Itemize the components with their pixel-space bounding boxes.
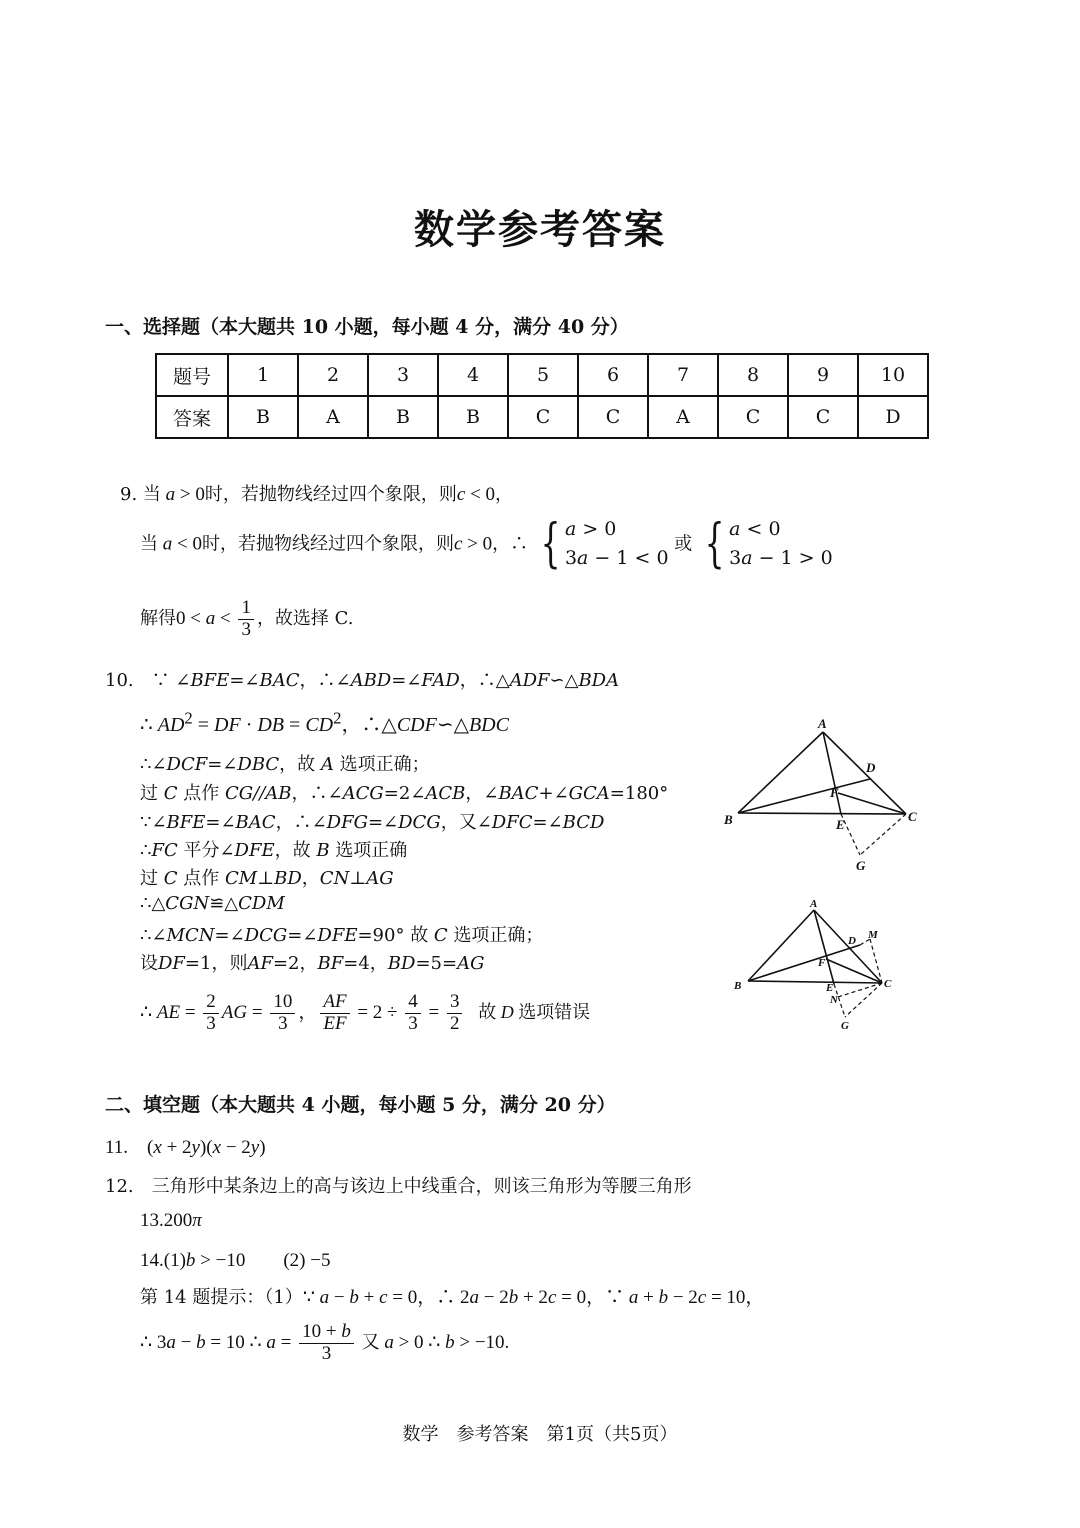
vertex-label: A [810,898,818,910]
table-cell: 2 [298,354,368,396]
vertex-label: G [841,1020,849,1032]
table-cell: 3 [368,354,438,396]
table-cell: B [228,396,298,438]
vertex-label: B [734,980,742,992]
table-cell: A [648,396,718,438]
vertex-label: F [818,957,826,969]
table-cell: 6 [578,354,648,396]
q10-line-4: 过 C 点作 CG//AB，∴∠ACG=2∠ACB，∠BAC+∠GCA=180° [140,783,669,804]
answer-table [155,353,929,439]
q12-answer: 12. 三角形中某条边上的高与该边上中线重合，则该三角形为等腰三角形 [105,1176,692,1197]
q14-hint-line-2: ∴ 3a − b = 10 ∴ a = $\frac{10 + b}{3}$ 又 a > 0 ∴ b > −10. [140,1321,510,1364]
table-cell: 8 [718,354,788,396]
q11-answer: 11. (x + 2y)(x − 2y) [105,1137,266,1158]
vertex-label: N [830,994,838,1006]
q14-hint-line-1: 第 14 题提示：（1）∵ a − b + c = 0，∴ 2a − 2b + 2c = 0，∵ a + b − 2c = 10， [140,1287,765,1308]
table-header-cell: 题号 [156,354,228,396]
vertex-label: B [724,812,733,827]
vertex-label: E [836,817,845,832]
table-cell: 1 [228,354,298,396]
vertex-label: M [868,929,878,941]
q10-line-5: ∵∠BFE=∠BAC，∴∠DFG=∠DCG，又∠DFC=∠BCD [140,812,605,833]
table-cell: C [788,396,858,438]
table-cell: D [858,396,928,438]
section-2-heading: 二、填空题（本大题共 4 小题，每小题 5 分，满分 20 分） [105,1094,616,1116]
geometry-figure-2 [720,895,930,1035]
q9-line-3: 解得0 < a < $\frac{1}{3}$ ，故选择 C. [140,597,354,640]
table-cell: C [508,396,578,438]
q9-line-1: 9. 当 a > 0时，若抛物线经过四个象限，则c < 0， [120,484,514,505]
table-cell: 7 [648,354,718,396]
table-cell: B [368,396,438,438]
table-cell: 9 [788,354,858,396]
table-cell: 4 [438,354,508,396]
table-row [156,354,928,396]
vertex-label: A [818,716,827,731]
q10-line-11: ∴ AE = $\frac{2}{3}$ AG = $\frac{10}{3}$ ， $\frac{AF}{EF}$ = 2 ÷ $\frac{4}{3}$ = $\frac{3}{2}$ 故 D 选项错误 [140,991,591,1034]
q10-line-8: ∴△CGN≌△CDM [140,893,285,914]
table-cell: A [298,396,368,438]
q10-line-6: ∴FC 平分∠DFE，故 B 选项正确 [140,840,408,861]
q13-answer: 13.200π [140,1210,202,1231]
geometry-figure-1 [720,715,930,875]
vertex-label: G [856,858,866,873]
table-row [156,396,928,438]
vertex-label: E [826,982,834,994]
q9-line-2: 当 a < 0时，若抛物线经过四个象限，则c > 0，∴ { a > 0 3a − 1 < 0 或 { a < 0 3a − 1 > 0 [140,514,833,575]
page-footer: 数学 参考答案 第1页（共5页） [402,1424,678,1445]
q10-line-1: 10. ∵ ∠BFE=∠BAC，∴∠ABD=∠FAD，∴△ADF∽△BDA [105,670,620,691]
vertex-label: D [848,935,856,947]
q10-line-3: ∴∠DCF=∠DBC，故 A 选项正确； [140,754,430,775]
q10-line-7: 过 C 点作 CM⊥BD，CN⊥AG [140,868,394,889]
page-title: 数学参考答案 [414,206,666,253]
q10-line-2: ∴ $AD^2$ = DF · DB = $CD^2$，∴△CDF∽△BDC [140,708,509,736]
vertex-label: C [884,978,892,990]
q10-line-9: ∴∠MCN=∠DCG=∠DFE=90° 故 C 选项正确； [140,925,544,946]
table-cell: C [578,396,648,438]
q10-line-10: 设DF=1，则AF=2，BF=4，BD=5=AG [140,953,485,974]
vertex-label: C [908,809,917,824]
table-cell: B [438,396,508,438]
table-cell: 10 [858,354,928,396]
section-1-heading: 一、选择题（本大题共 10 小题，每小题 4 分，满分 40 分） [105,316,629,338]
table-cell: C [718,396,788,438]
table-cell: 5 [508,354,578,396]
table-header-cell: 答案 [156,396,228,438]
vertex-label: D [866,760,876,775]
vertex-label: F [830,785,839,800]
q14-answer: 14.(1)b > −10 (2) −5 [140,1250,331,1271]
